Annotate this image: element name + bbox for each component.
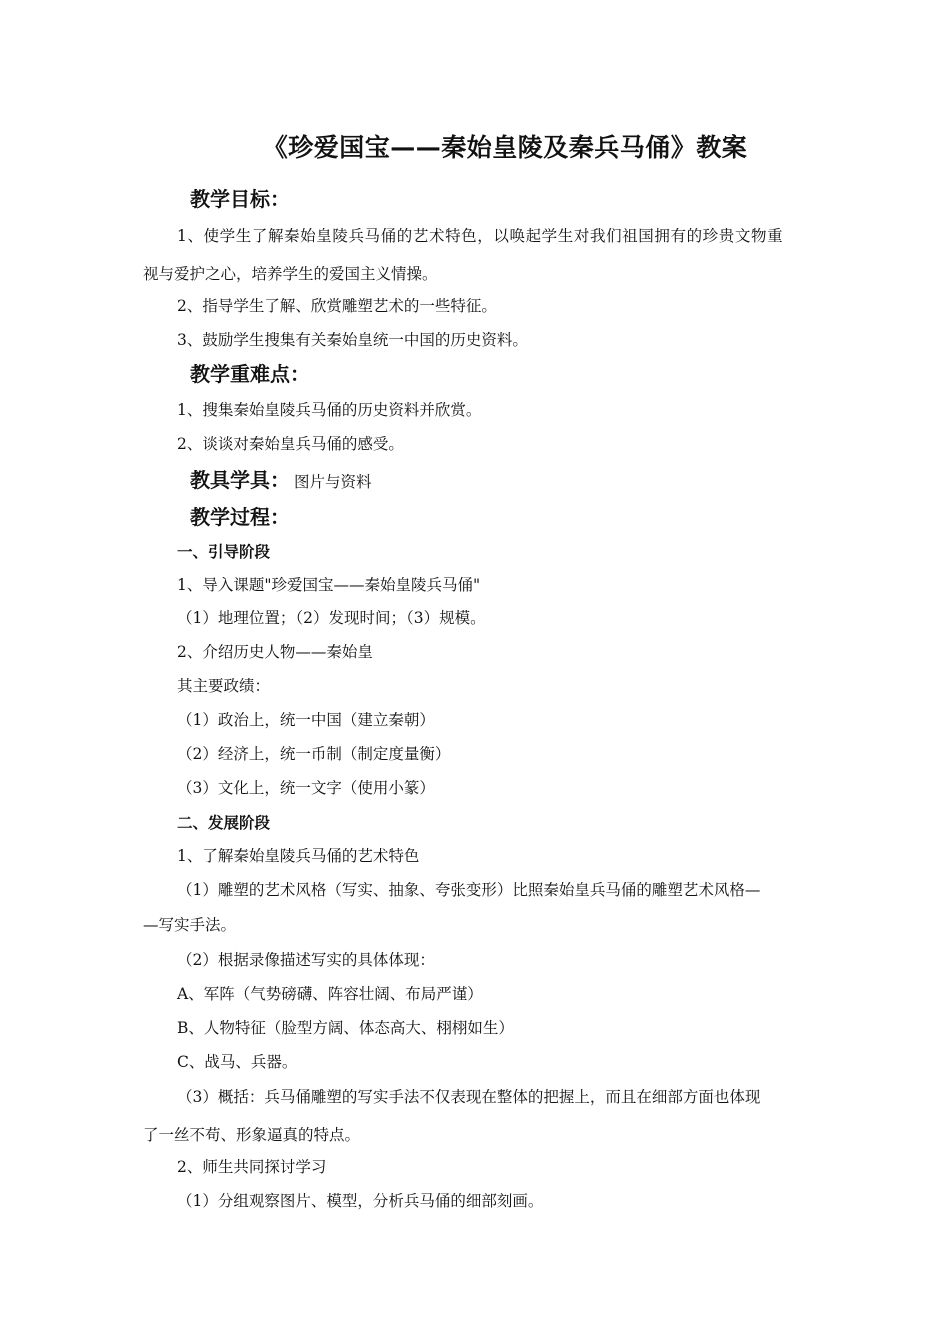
stage-2-line-3: （2）根据录像描述写实的具体体现： [177, 951, 435, 969]
tools-value: 图片与资料 [294, 473, 372, 491]
objectives-item-3: 3、鼓励学生搜集有关秦始皇统一中国的历史资料。 [177, 331, 528, 349]
stage-1-line-6: （2）经济上，统一币制（制定度量衡） [177, 745, 451, 763]
document-title: 《珍爱国宝——秦始皇陵及秦兵马俑》教案 [262, 133, 748, 162]
stage-2-line-4: A、军阵（气势磅礴、阵容壮阔、布局严谨） [177, 985, 483, 1003]
stage-2-line-5: B、人物特征（脸型方阔、体态高大、栩栩如生） [177, 1019, 514, 1037]
stage-1-line-3: 2、介绍历史人物——秦始皇 [177, 643, 373, 661]
stage-1-line-7: （3）文化上，统一文字（使用小篆） [177, 779, 435, 797]
stage-2-line-2b: —写实手法。 [143, 916, 237, 934]
key-points-item-2: 2、谈谈对秦始皇兵马俑的感受。 [177, 435, 404, 453]
objectives-item-1-line-2: 视与爱护之心，培养学生的爱国主义情操。 [143, 265, 438, 283]
stage-2-line-9: （1）分组观察图片、模型，分析兵马俑的细部刻画。 [177, 1192, 544, 1210]
stage-2-line-2a: （1）雕塑的艺术风格（写实、抽象、夸张变形）比照秦始皇兵马俑的雕塑艺术风格— [177, 881, 761, 899]
tools-heading [190, 467, 372, 495]
process-heading: 教学过程： [190, 505, 290, 529]
stage-1-line-1: 1、导入课题"珍爱国宝——秦始皇陵兵马俑" [177, 576, 481, 594]
stage-1-line-5: （1）政治上，统一中国（建立秦朝） [177, 711, 435, 729]
stage-1-line-4: 其主要政绩： [177, 677, 271, 695]
stage-2-line-7a: （3）概括：兵马俑雕塑的写实手法不仅表现在整体的把握上，而且在细部方面也体现 [177, 1088, 761, 1106]
objectives-heading: 教学目标： [190, 187, 290, 211]
key-points-item-1: 1、搜集秦始皇陵兵马俑的历史资料并欣赏。 [177, 401, 482, 419]
key-points-heading: 教学重难点： [190, 362, 310, 386]
stage-2-line-8: 2、师生共同探讨学习 [177, 1158, 327, 1176]
stage-2-heading: 二、发展阶段 [177, 814, 271, 832]
stage-2-line-7b: 了一丝不苟、形象逼真的特点。 [143, 1126, 361, 1144]
stage-1-line-2: （1）地理位置；（2）发现时间；（3）规模。 [177, 609, 486, 627]
stage-2-line-6: C、战马、兵器。 [177, 1053, 298, 1071]
stage-1-heading: 一、引导阶段 [177, 543, 271, 561]
tools-heading-label: 教具学具： [190, 468, 290, 492]
stage-2-line-1: 1、了解秦始皇陵兵马俑的艺术特色 [177, 847, 420, 865]
objectives-item-2: 2、指导学生了解、欣赏雕塑艺术的一些特征。 [177, 297, 497, 315]
objectives-item-1-line-1: 1、使学生了解秦始皇陵兵马俑的艺术特色，以唤起学生对我们祖国拥有的珍贵文物重 [177, 227, 784, 245]
